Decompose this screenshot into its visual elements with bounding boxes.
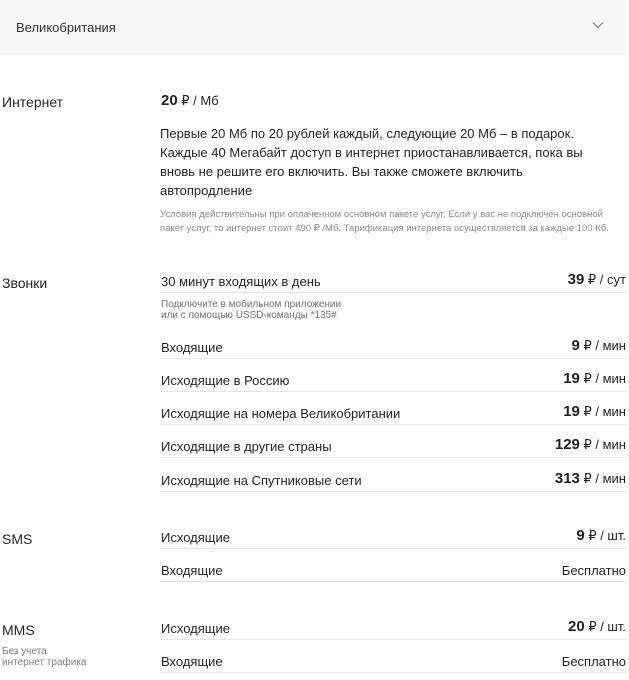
internet-description: Первые 20 Мб по 20 рублей каждый, следующие 20 Мб – в подарок. Каждые 40 Мегабайт доступ в интернет приостанавливается, пока вы вновь не решите его включить. Вы также сможете включить автопродление — [160, 126, 583, 198]
mms-section-title: MMS — [2, 622, 35, 638]
row-price — [563, 403, 626, 421]
mms-note-line: интернет трафика — [2, 657, 87, 668]
mms-outgoing-row — [160, 618, 626, 640]
country-select-value: Великобритания — [16, 20, 116, 35]
price-unit: ₽ / мин — [579, 471, 626, 486]
row-label: Исходящие в другие страны — [161, 439, 332, 454]
internet-section-title: Интернет — [2, 94, 64, 110]
calls-row — [160, 436, 626, 458]
row-label: 30 минут входящих в день — [161, 274, 321, 289]
calls-package-row — [160, 271, 626, 293]
chevron-down-icon[interactable] — [591, 18, 605, 37]
internet-fine-print: Условия действительны при оплаченном основном пакете услуг. Если у вас не подключен основной пакет услуг, то интернет стоит 490 ₽ /Мб. Тарификация интернета осуществляется за каждые 100 Кб. — [160, 209, 609, 234]
price-value: 9 — [571, 337, 580, 354]
price-value: 19 — [563, 370, 580, 387]
row-price — [568, 618, 626, 636]
row-label: Исходящие — [161, 621, 230, 636]
row-price — [555, 436, 626, 454]
internet-price-value: 20 — [161, 92, 178, 109]
row-price — [576, 527, 626, 545]
internet-price — [161, 92, 219, 110]
row-label: Входящие — [161, 654, 223, 669]
row-price — [572, 337, 626, 355]
calls-package-note — [161, 299, 341, 321]
sms-section-title: SMS — [2, 531, 33, 547]
price-unit: ₽ / шт. — [584, 528, 626, 543]
internet-price-unit: ₽ / Мб — [177, 93, 219, 108]
calls-row — [160, 470, 626, 492]
calls-section-title: Звонки — [2, 275, 48, 291]
row-label: Исходящие на номера Великобритании — [161, 406, 401, 421]
price-value: 20 — [568, 618, 585, 635]
row-price — [555, 470, 626, 488]
calls-row — [160, 337, 626, 359]
calls-package-note-line: или с помощью USSD-команды *135# — [161, 310, 337, 321]
price-value: 19 — [563, 403, 580, 420]
price-unit: ₽ / сут — [584, 272, 626, 287]
free-label: Бесплатно — [561, 563, 626, 578]
price-value: 39 — [567, 271, 585, 288]
row-price — [563, 370, 626, 388]
sms-incoming-row — [160, 560, 626, 582]
free-label: Бесплатно — [561, 654, 626, 669]
row-label: Исходящие в Россию — [161, 373, 290, 388]
row-price — [568, 271, 626, 289]
country-select[interactable] — [0, 0, 625, 55]
mms-incoming-row — [160, 651, 626, 673]
price-unit: ₽ / шт. — [584, 619, 626, 634]
calls-row — [160, 403, 626, 425]
row-label: Исходящие на Спутниковые сети — [161, 473, 362, 488]
calls-package-note-line: Подключите в мобильном приложении — [161, 299, 342, 310]
price-unit: ₽ / мин — [579, 338, 626, 353]
calls-row — [160, 370, 626, 392]
mms-note — [2, 646, 92, 668]
row-label: Входящие — [161, 563, 223, 578]
price-value: 9 — [576, 527, 585, 544]
sms-outgoing-row — [160, 527, 626, 549]
mms-note-line: Без учета — [2, 646, 47, 657]
row-label: Исходящие — [161, 530, 230, 545]
price-value: 129 — [554, 436, 580, 453]
row-label: Входящие — [161, 340, 223, 355]
price-unit: ₽ / мин — [579, 437, 626, 452]
price-unit: ₽ / мин — [579, 404, 626, 419]
price-value: 313 — [554, 470, 580, 487]
price-unit: ₽ / мин — [579, 371, 626, 386]
